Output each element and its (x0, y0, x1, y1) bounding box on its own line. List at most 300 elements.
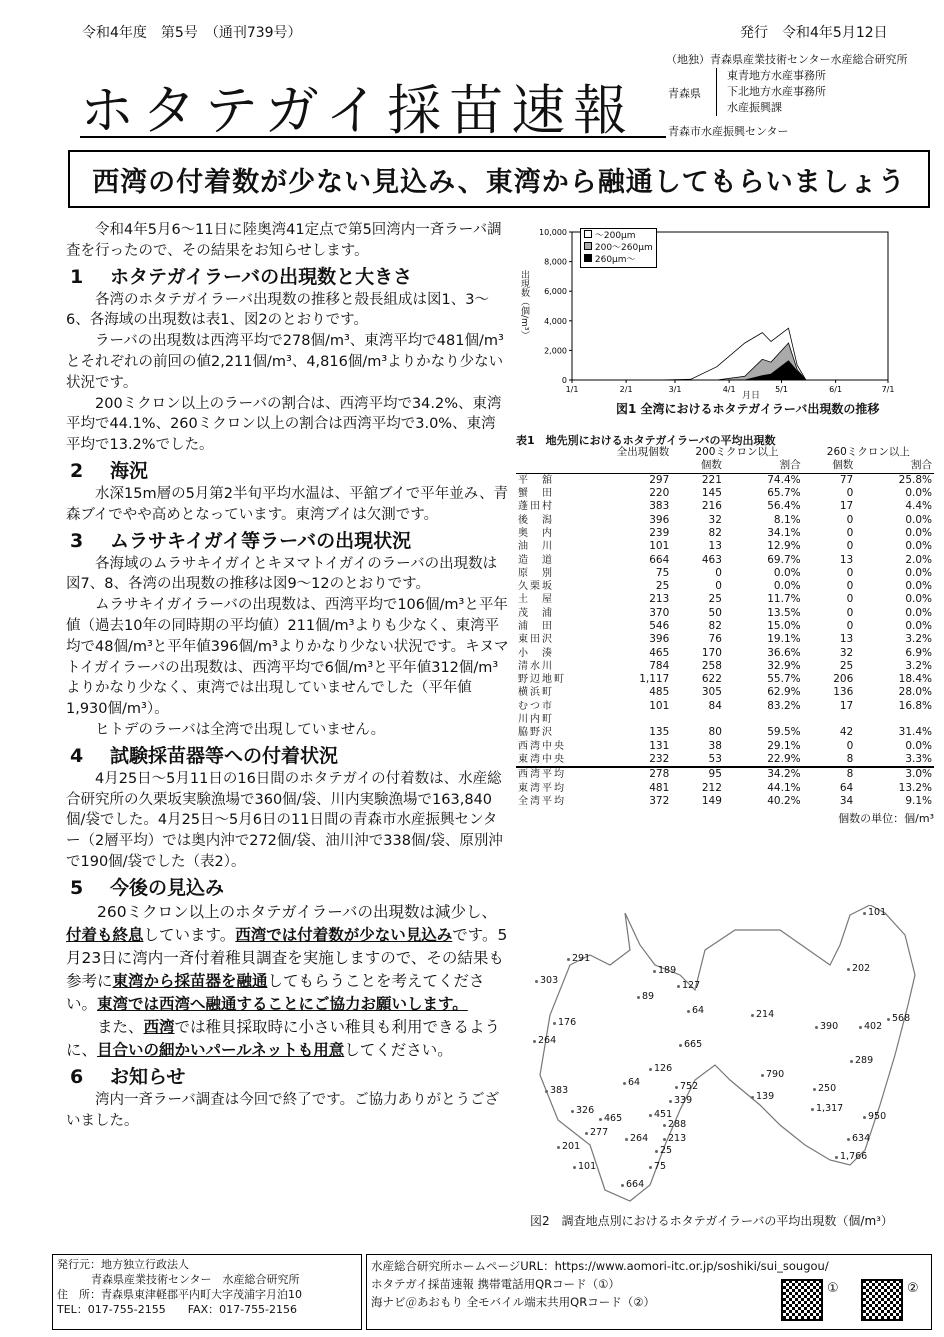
table-row (516, 540, 934, 553)
footer-publisher (52, 1254, 362, 1330)
section-2-p1: 水深15m層の5月第2半旬平均水温は、平舘ブイで平年並み、青森ブイでやや高めとなっています。東湾ブイは欠測です。 (66, 485, 509, 523)
org-top: （地独）青森県産業技術センター水産総合研究所 (666, 53, 908, 66)
section-2-heading: 2 海況 (70, 459, 149, 482)
section-1-p3: 200ミクロン以上のラーバの割合は、西湾平均で34.2%、東湾平均で44.1%、260ミクロン以上の割合は西湾平均で3.0%、東湾平均で13.2%でした。 (66, 395, 502, 454)
table-row (516, 767, 934, 781)
section-3-p3: ヒトデのラーバは全湾で出現していません。 (95, 721, 386, 738)
table-cell: 82 (708, 620, 722, 632)
org-item: 下北地方水産事務所 (727, 85, 826, 98)
station-value: 465 (604, 1113, 623, 1124)
emphasis: 東湾では西湾へ融通することにご協力お願いします。 (97, 994, 468, 1013)
station-dot (567, 958, 570, 961)
table-cell: 32 (708, 513, 722, 526)
row-label: 小 湊 (518, 647, 554, 659)
station-value: 101 (578, 1161, 597, 1172)
row-label: 奥 内 (518, 527, 554, 539)
table-cell: 0 (846, 620, 854, 632)
table-cell (586, 713, 671, 726)
table1 (516, 446, 934, 826)
station-dot (623, 1082, 626, 1085)
station-dot (663, 1124, 666, 1127)
station-dot (669, 1100, 672, 1103)
section-3-p2: ムラサキイガイラーバの出現数は、西湾平均で106個/m³と平年値（過去10年の同時期の平均値）211個/m³よりも少なく、東湾平均で48個/m³と平年値396個/m³よりかなり少ない状況です。キヌマトイガイラーバの出現数は、西湾平均で6個/m³と平年値312個/m³よりかなり少なく、東湾では出現していませんでした（平年値1,930個/m³）。 (66, 597, 509, 718)
table-cell: 12.9% (767, 540, 801, 553)
station-dot (585, 1132, 588, 1135)
row-label: 油 川 (518, 541, 554, 553)
row-label: 全湾平均 (518, 795, 566, 807)
table1-caption: 表1 地先別におけるホタテガイラーバの平均出現数 (516, 434, 776, 447)
table-cell: 82 (708, 526, 722, 539)
table-cell: 38 (708, 739, 722, 752)
homepage-url[interactable]: 水産総合研究所ホームページURL：https://www.aomori-itc.or.jp/soshiki/sui_sougou/ (371, 1259, 829, 1273)
table-cell: 0.0% (905, 487, 932, 500)
section-6-heading: 6 お知らせ (70, 1065, 186, 1088)
issue-number: 令和4年度 第5号 （通刊739号） (82, 25, 302, 41)
org-item: 東青地方水産事務所 (727, 69, 826, 82)
table-cell: 2.0% (905, 553, 932, 566)
table-cell: 0 (846, 487, 854, 500)
table-cell: 40.2% (767, 794, 801, 807)
row-label: 蟹 田 (518, 488, 554, 500)
table-cell: 36.6% (767, 646, 801, 659)
station-dot (850, 1060, 853, 1063)
table-cell: 131 (649, 739, 670, 752)
table-row (516, 713, 934, 726)
qr-code-2[interactable] (861, 1279, 903, 1321)
table-cell: 55.7% (767, 673, 801, 686)
y-tick-label: 6,000 (544, 287, 567, 297)
table-cell: 481 (649, 781, 670, 794)
row-label: 茂 浦 (518, 607, 554, 619)
station-value: 64 (628, 1077, 641, 1088)
issue-date: 発行 令和4年5月12日 (740, 25, 888, 41)
table-row (516, 700, 934, 713)
table-row (516, 686, 934, 699)
station-value: 291 (572, 953, 591, 964)
x-tick-label: 7/1 (881, 385, 895, 394)
table-cell: 18.4% (898, 673, 932, 686)
org-bottom: 青森市水産振興センター (668, 125, 789, 138)
footer-links (366, 1254, 932, 1330)
table-cell: 220 (649, 487, 670, 500)
table-cell: 383 (649, 500, 670, 513)
station-dot (751, 1096, 754, 1099)
table-cell: 13.2% (898, 781, 932, 794)
table-cell: 32.9% (767, 659, 801, 672)
y-tick-label: 4,000 (544, 316, 567, 326)
table-cell: 0 (846, 540, 854, 553)
qr-mark-1: ① (827, 1281, 839, 1296)
table-row (516, 726, 934, 739)
table-cell: 9.1% (905, 794, 932, 807)
fig2-caption: 図2 調査地点別におけるホタテガイラーバの平均出現数（個/m³） (530, 1214, 893, 1228)
station-dot (637, 996, 640, 999)
table-row (516, 646, 934, 659)
main-column (66, 220, 510, 1131)
table-cell: 34 (839, 794, 854, 807)
table-cell: 170 (701, 646, 722, 659)
station-dot (655, 1150, 658, 1153)
table-cell: 32 (839, 646, 854, 659)
station-dot (815, 1026, 818, 1029)
table1-unit: 個数の単位：個/m³ (838, 812, 934, 826)
table-cell (855, 713, 934, 726)
station-value: 277 (590, 1127, 609, 1138)
station-value: 201 (562, 1141, 581, 1152)
address-line: 住 所：青森県東津軽郡平内町大字茂浦字月泊10 (57, 1288, 302, 1301)
table-row (516, 753, 934, 767)
row-label: 蓬田村 (518, 501, 554, 513)
station-value: 303 (540, 975, 559, 986)
col-header: 200ミクロン以上 (695, 446, 779, 459)
station-dot (679, 1044, 682, 1047)
x-tick-label: 3/1 (668, 385, 682, 394)
station-value: 288 (668, 1119, 687, 1130)
table-cell: 396 (649, 633, 670, 646)
row-label: 清水川 (518, 660, 554, 672)
station-value: 665 (684, 1039, 703, 1050)
row-label: 久栗坂 (518, 581, 554, 593)
row-label: 川内町 (518, 714, 554, 726)
station-dot (649, 1068, 652, 1071)
publisher-line: 青森県産業技術センター 水産総合研究所 (91, 1273, 300, 1286)
table-cell: 13 (839, 633, 854, 646)
station-dot (675, 1086, 678, 1089)
station-dot (649, 1114, 652, 1117)
station-value: 25 (660, 1145, 673, 1156)
row-label: むつ市 (518, 700, 554, 712)
station-value: 326 (576, 1105, 595, 1116)
table-cell: 0.0% (905, 566, 932, 579)
table-cell: 42 (839, 726, 854, 739)
qr1-label: ホタテガイ採苗速報 携帯電話用QRコード（①） (371, 1277, 620, 1291)
station-value: 176 (558, 1017, 577, 1028)
station-value: 383 (550, 1085, 569, 1096)
row-label: 平 舘 (518, 474, 554, 486)
table-cell: 465 (649, 646, 670, 659)
table-cell: 64 (839, 781, 854, 794)
station-dot (751, 1014, 754, 1017)
table-cell: 0 (846, 580, 854, 593)
table-cell: 622 (701, 673, 722, 686)
section-5-heading: 5 今後の見込み (70, 876, 225, 899)
station-dot (859, 1026, 862, 1029)
section-6-p1: 湾内一斉ラーバ調査は今回で終了です。ご協力ありがとうございました。 (66, 1091, 500, 1129)
fig2-labels (530, 905, 930, 1205)
station-value: 402 (864, 1021, 883, 1032)
table-row (516, 473, 934, 487)
org-pref: 青森県 (668, 87, 701, 100)
qr-code-1[interactable] (781, 1279, 823, 1321)
table-cell: 59.5% (767, 726, 801, 739)
table-row (516, 487, 934, 500)
table-cell: 13.5% (767, 606, 801, 619)
table-cell: 8 (846, 752, 854, 765)
table-cell: 3.2% (905, 659, 932, 672)
table-cell: 95 (708, 768, 722, 781)
table-cell (671, 713, 724, 726)
table-row (516, 553, 934, 566)
table-cell: 25.8% (898, 473, 932, 486)
emphasis: 付着も終息 (66, 925, 144, 944)
org-list (716, 68, 826, 116)
section-4-p1: 4月25日～5月11日の16日間のホタテガイの付着数は、水産総合研究所の久栗坂実験漁場で360個/袋、川内実験漁場で163,840個/袋でした。4月25日～5月6日の11日間の青森市水産振興センター（2層平均）では奥内沖で272個/袋、油川沖で338個/袋、原別沖で190個/袋でした（表2）。 (66, 770, 503, 870)
table-cell: 29.1% (767, 739, 801, 752)
table-cell: 4.4% (905, 500, 932, 513)
table-row (516, 580, 934, 593)
table-cell: 19.1% (767, 633, 801, 646)
x-tick-label: 2/1 (619, 385, 633, 394)
station-value: 568 (892, 1013, 911, 1024)
col-header: 260ミクロン以上 (826, 446, 910, 459)
fig1-caption: 図1 全湾におけるホタテガイラーバ出現数の推移 (616, 402, 880, 416)
table-cell: 56.4% (767, 500, 801, 513)
station-value: 790 (766, 1069, 785, 1080)
emphasis: 西湾では付着数が少ない見込み (235, 925, 453, 944)
table-cell: 372 (649, 794, 670, 807)
station-dot (811, 1108, 814, 1111)
table-cell: 3.0% (905, 768, 932, 781)
table-cell: 305 (701, 686, 722, 699)
table-cell: 0.0% (905, 593, 932, 606)
table-cell: 0.0% (905, 526, 932, 539)
table-cell: 84 (708, 699, 722, 712)
station-dot (599, 1118, 602, 1121)
station-value: 214 (756, 1009, 775, 1020)
station-dot (835, 1156, 838, 1159)
table-cell: 0 (846, 566, 854, 579)
table-cell: 76 (708, 633, 722, 646)
row-label: 原 別 (518, 567, 554, 579)
table-row (516, 795, 934, 808)
x-tick-label: 5/1 (775, 385, 788, 394)
table-cell: 546 (649, 620, 670, 632)
table-cell: 8 (846, 768, 854, 781)
legend-swatch-1 (584, 230, 592, 238)
table-cell: 22.9% (767, 752, 801, 765)
row-label: 東湾平均 (518, 782, 566, 794)
row-label: 西湾平均 (518, 769, 566, 781)
col-header: 個数 (832, 459, 854, 472)
headline-box (68, 150, 930, 208)
table-cell: 65.7% (767, 487, 801, 500)
station-value: 189 (658, 965, 677, 976)
qr2-label: 海ナビ＠あおもり 全モバイル端末共用QRコード（②） (371, 1295, 656, 1309)
station-dot (573, 1166, 576, 1169)
table-cell: 136 (833, 686, 854, 699)
org-item: 水産振興課 (727, 101, 782, 114)
station-value: 127 (682, 980, 701, 991)
table-cell: 370 (649, 606, 670, 619)
table-cell: 396 (649, 513, 670, 526)
table-header-row (516, 459, 934, 473)
station-value: 75 (654, 1161, 667, 1172)
station-dot (887, 1018, 890, 1021)
phone-line: TEL：017-755-2155 FAX：017-755-2156 (57, 1303, 298, 1316)
station-dot (553, 1022, 556, 1025)
y-tick-label: 10,000 (539, 228, 567, 237)
table-cell: 25 (655, 580, 670, 593)
table-cell: 16.8% (898, 699, 932, 712)
table-cell: 83.2% (767, 699, 801, 712)
table-cell: 0.0% (773, 566, 801, 579)
table-cell: 17 (839, 699, 854, 712)
table-cell: 297 (649, 473, 670, 486)
station-dot (545, 1090, 548, 1093)
table-cell: 13 (708, 540, 722, 553)
table-cell: 232 (649, 752, 670, 765)
table-cell: 69.7% (767, 553, 801, 566)
table-row (516, 633, 934, 646)
table-cell: 212 (701, 781, 722, 794)
table-row (516, 740, 934, 753)
emphasis: 西湾 (143, 1017, 175, 1036)
station-value: 264 (630, 1133, 649, 1144)
table-cell: 8.1% (773, 513, 801, 526)
qr-mark-2: ② (907, 1281, 919, 1296)
table-cell: 31.4% (898, 726, 932, 739)
station-value: 101 (868, 907, 887, 918)
section-1-p2: ラーバの出現数は西湾平均で278個/m³、東湾平均で481個/m³とそれぞれの前回の値2,211個/m³、4,816個/m³よりかなり少ない状況です。 (66, 333, 504, 391)
station-value: 634 (852, 1133, 871, 1144)
table-cell: 80 (708, 726, 722, 739)
table-cell: 485 (649, 686, 670, 699)
table-cell: 0 (846, 593, 854, 606)
table-row (516, 660, 934, 673)
table-cell: 77 (839, 473, 854, 486)
station-value: 126 (654, 1063, 673, 1074)
station-value: 390 (820, 1021, 839, 1032)
table-header-row (516, 446, 934, 459)
row-label: 造 道 (518, 554, 554, 566)
page-title: ホタテガイ採苗速報 (80, 79, 636, 142)
table-row (516, 620, 934, 633)
fig1-xlabel: 月日 (742, 391, 761, 401)
table-cell: 278 (649, 768, 670, 781)
table-cell: 0 (846, 739, 854, 752)
table-cell: 463 (701, 553, 722, 566)
station-dot (687, 1010, 690, 1013)
table-cell: 25 (708, 593, 722, 606)
station-dot (621, 1184, 624, 1187)
station-dot (571, 1110, 574, 1113)
station-value: 289 (855, 1055, 874, 1066)
table-row (516, 527, 934, 540)
table-cell: 101 (649, 699, 670, 712)
table-cell: 1,117 (639, 673, 670, 686)
table-cell: 0.0% (905, 540, 932, 553)
table-cell: 0 (846, 526, 854, 539)
table-cell: 145 (701, 487, 722, 500)
table-cell: 3.3% (905, 752, 932, 765)
y-tick-label: 0 (561, 376, 567, 385)
station-dot (557, 1146, 560, 1149)
station-dot (533, 1040, 536, 1043)
station-dot (535, 980, 538, 983)
station-value: 202 (852, 963, 871, 974)
legend-swatch-3 (584, 254, 592, 262)
station-dot (813, 1088, 816, 1091)
station-dot (847, 968, 850, 971)
station-dot (847, 1138, 850, 1141)
station-dot (863, 912, 866, 915)
station-value: 1,766 (840, 1151, 868, 1162)
row-label: 西湾中央 (518, 740, 566, 752)
table-cell: 11.7% (767, 593, 801, 606)
section-5-p1: 260ミクロン以上のホタテガイラーバの出現数は減少し、付着も終息しています。西湾では付着数が少ない見込みです。5月23日に湾内一斉付着稚貝調査を実施しますので、その結果も参考に東湾から採苗器を融通してもらうことを考えてください。東湾では西湾へ融通することにご協力お願いします。 (66, 902, 508, 1013)
row-label: 浦 田 (518, 621, 554, 632)
station-dot (663, 1138, 666, 1141)
x-tick-label: 6/1 (829, 385, 843, 394)
station-dot (653, 970, 656, 973)
table-cell: 17 (839, 500, 854, 513)
table-cell: 13 (839, 553, 854, 566)
station-value: 1,317 (816, 1103, 844, 1114)
station-dot (677, 985, 680, 988)
row-label: 後 潟 (518, 514, 554, 526)
section-1-p1: 各湾のホタテガイラーバ出現数の推移と殻長組成は図1、3～6、各海域の出現数は表1、図2のとおりです。 (66, 291, 489, 329)
table-row (516, 673, 934, 686)
intro-text: 令和4年5月6～11日に陸奥湾41定点で第5回湾内一斉ラーバ調査を行ったので、その結果をお知らせします。 (66, 222, 502, 259)
table-cell: 74.4% (767, 473, 801, 486)
table-cell: 0.0% (905, 580, 932, 593)
table-cell: 75 (655, 566, 670, 579)
fig1-legend: ～200μm 200～260μm 260μm～ (580, 228, 657, 268)
table-cell: 0.0% (773, 580, 801, 593)
table-cell: 101 (649, 540, 670, 553)
station-value: 752 (680, 1081, 699, 1092)
table-row (516, 781, 934, 794)
table-cell: 0.0% (905, 739, 932, 752)
row-label: 東湾中央 (518, 753, 566, 765)
station-value: 339 (674, 1095, 693, 1106)
station-dot (625, 1138, 628, 1141)
station-dot (761, 1074, 764, 1077)
table-cell: 258 (701, 659, 722, 672)
x-tick-label: 1/1 (565, 385, 579, 394)
table-cell: 6.9% (905, 646, 932, 659)
table-cell: 0 (715, 580, 722, 593)
section-3-p1: 各海域のムラサキイガイとキヌマトイガイのラーバの出現数は図7、8、各湾の出現数の推移は図9～12のとおりです。 (66, 555, 498, 593)
table-cell: 221 (701, 473, 722, 486)
table-cell: 15.0% (767, 620, 801, 632)
table-cell: 206 (833, 673, 854, 686)
col-header: 割合 (779, 459, 801, 472)
table-cell: 135 (649, 726, 670, 739)
legend-swatch-2 (584, 242, 592, 250)
table-cell (724, 713, 803, 726)
section-1-heading: 1 ホタテガイラーバの出現数と大きさ (70, 265, 413, 288)
y-tick-label: 2,000 (544, 346, 567, 356)
station-value: 250 (818, 1083, 837, 1094)
col-header: 割合 (911, 459, 932, 472)
table-cell: 34.2% (767, 768, 801, 781)
station-value: 213 (668, 1133, 687, 1144)
station-dot (863, 1116, 866, 1119)
station-value: 264 (538, 1035, 557, 1046)
station-value: 451 (654, 1109, 673, 1120)
table-cell: 53 (708, 752, 722, 765)
table-row (516, 593, 934, 606)
section-4-heading: 4 試験採苗器等への付着状況 (70, 744, 339, 767)
table-cell: 0.0% (905, 606, 932, 619)
publisher-line: 発行元：地方独立行政法人 (57, 1258, 189, 1271)
table-cell: 239 (649, 526, 670, 539)
table-row (516, 567, 934, 580)
section-3-heading: 3 ムラサキイガイ等ラーバの出現状況 (70, 529, 412, 552)
station-value: 950 (868, 1111, 887, 1122)
station-value: 64 (692, 1005, 705, 1016)
